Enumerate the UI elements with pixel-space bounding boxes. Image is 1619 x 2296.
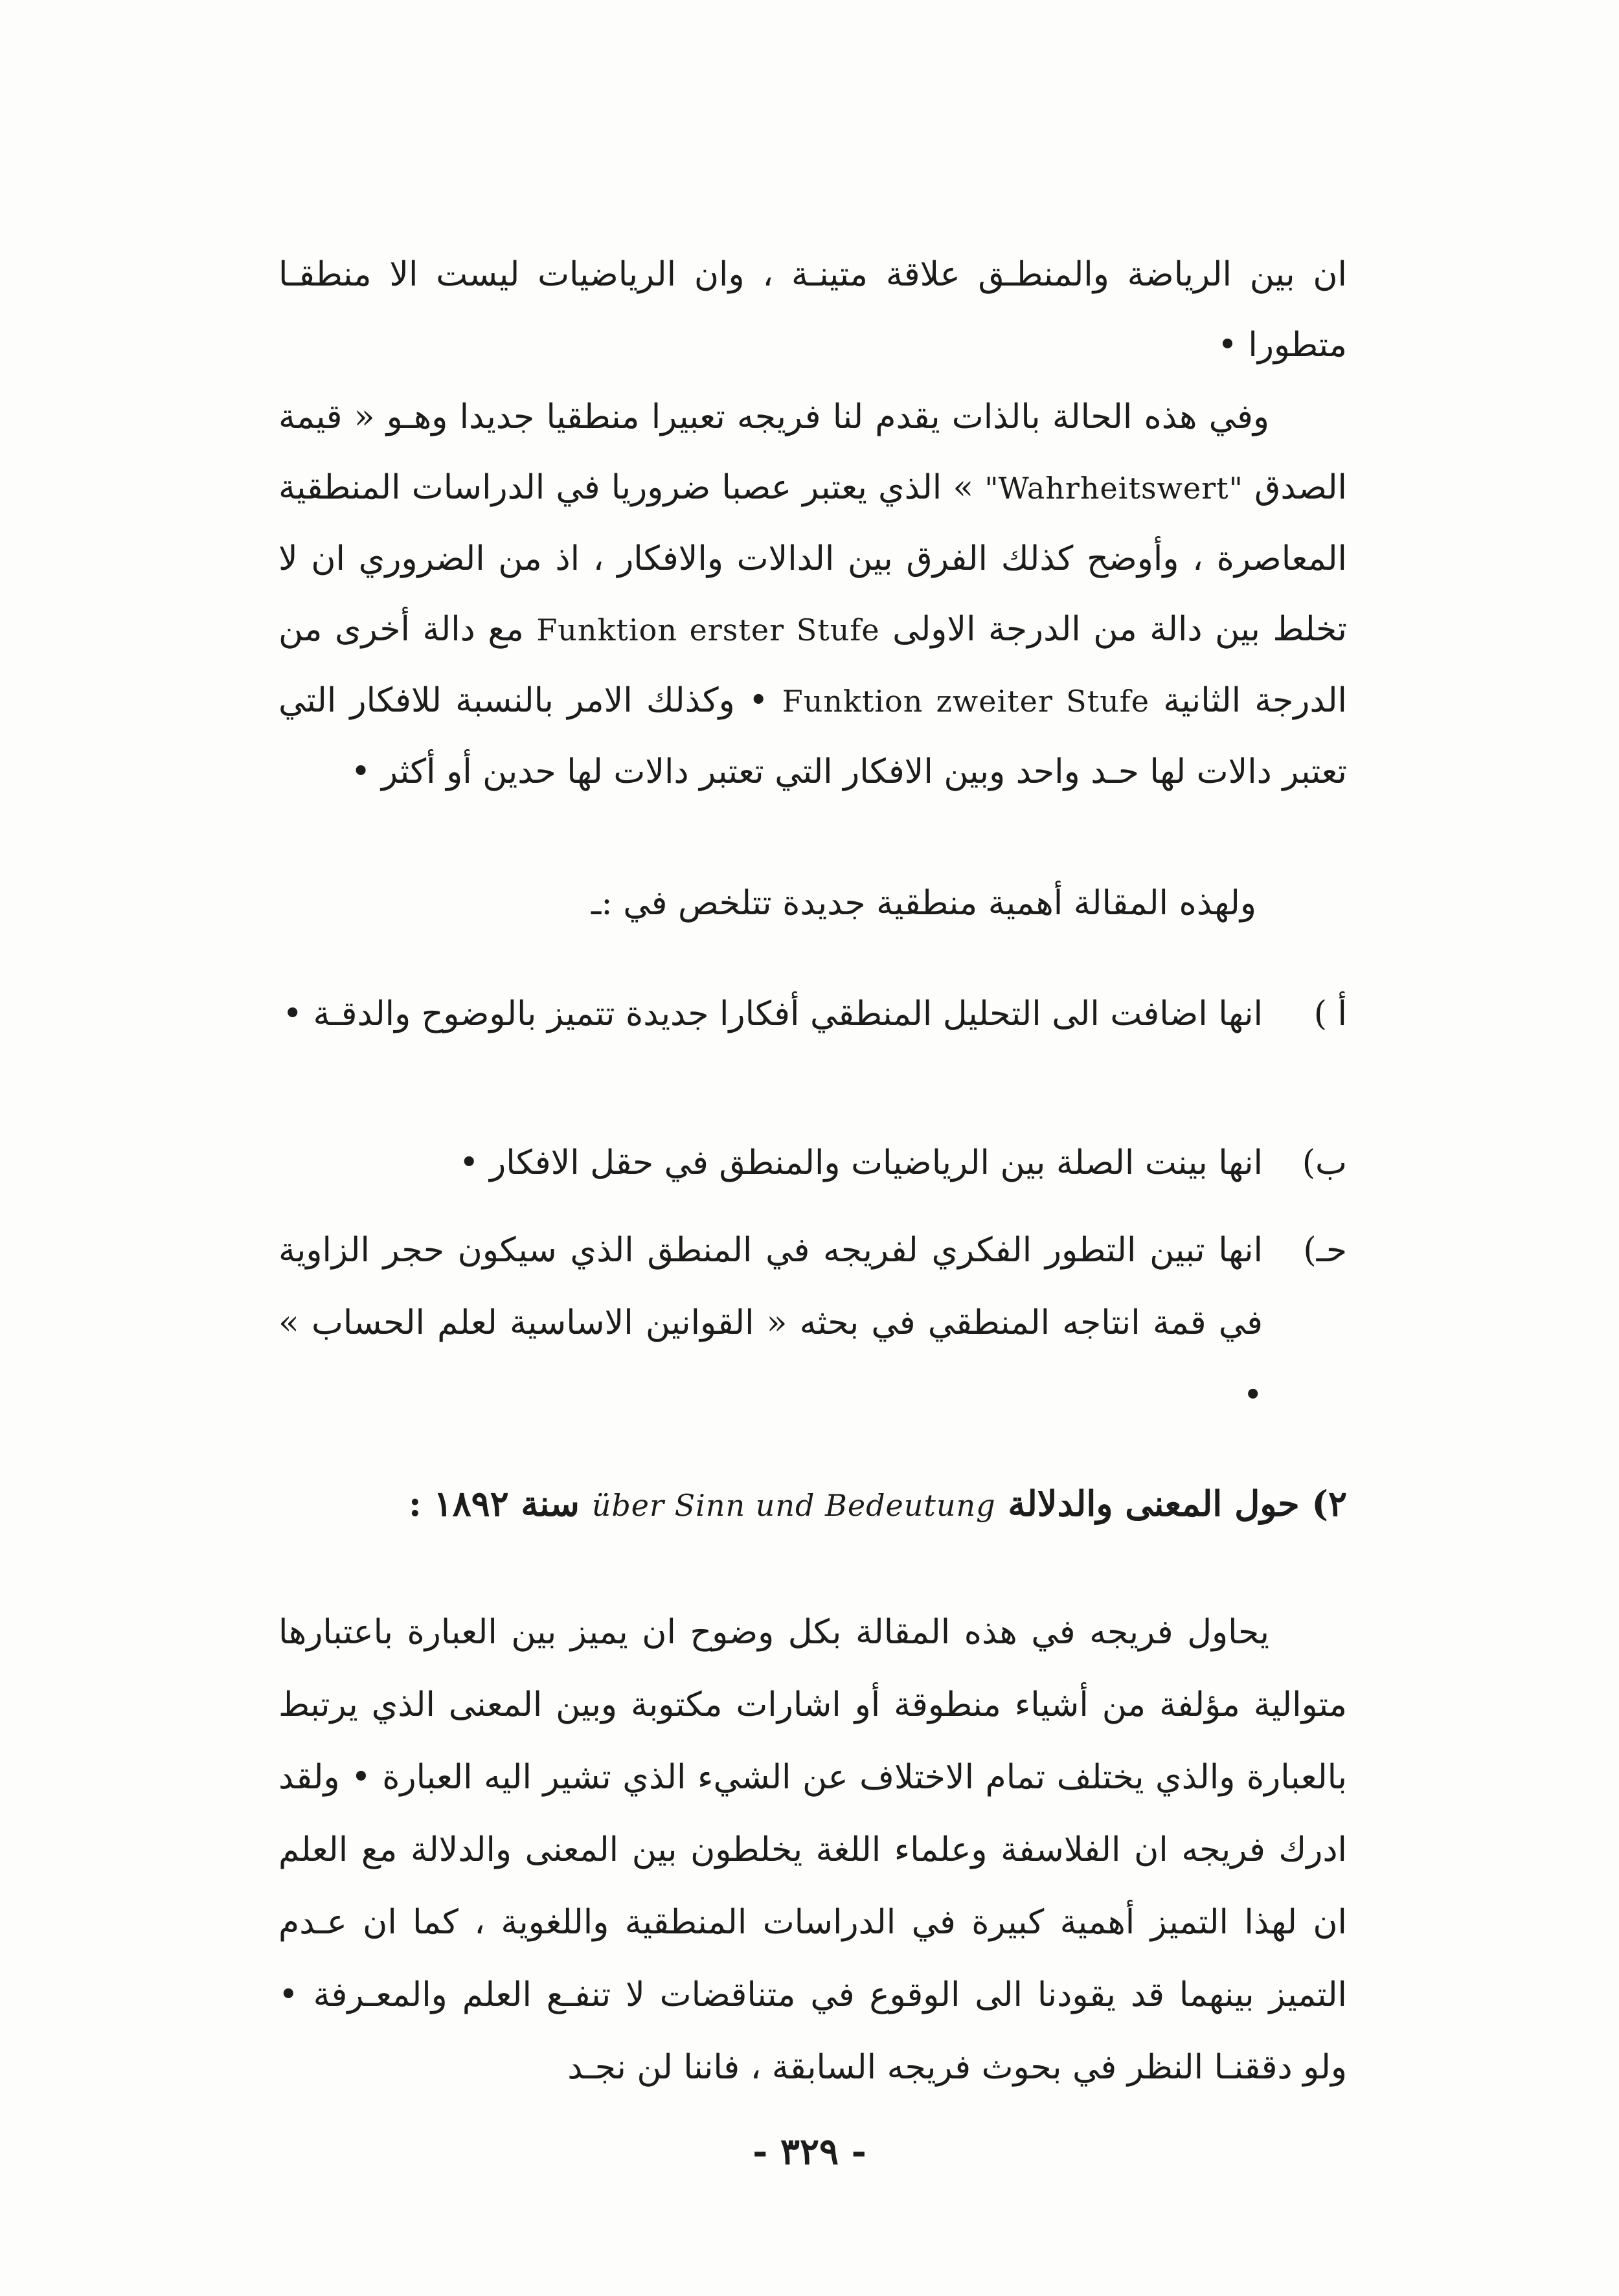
paragraph-2-part-4: • وكذلك الامر بالنسبة للافكار التي تعتبر دالات لها حـد واحد وبين الافكار التي تعتبر دالات لها حدين أو أكثر •	[278, 681, 1347, 791]
list-item-text: انها تبين التطور الفكري لفريجه في المنطق الذي سيكون حجر الزاوية في قمة انتاجه المنطقي في بحثه « القوانين الاساسية لعلم الحساب » •	[278, 1231, 1263, 1415]
heading-title: حول المعنى والدلالة	[1008, 1483, 1300, 1524]
term-funktion-zweiter-stufe: Funktion zweiter Stufe	[782, 684, 1150, 719]
paragraph-1: ان بين الرياضة والمنطـق علاقة متينـة ، وان الرياضيات ليست الا منطقـا متطورا •	[278, 255, 1347, 365]
heading-number: ٢)	[1311, 1483, 1347, 1524]
list-item-text: انها بينت الصلة بين الرياضيات والمنطق في حقل الافكار •	[459, 1143, 1263, 1182]
list-item	[278, 1214, 1347, 1432]
heading-term: über Sinn und Bedeutung	[591, 1488, 996, 1523]
paragraph-2-part-1: وفي هذه الحالة بالذات يقدم لنا فريجه تعبيرا منطقيا جديدا وهـو « قيمة الصدق	[278, 398, 1347, 507]
paragraph-2-part-2: » الذي يعتبر عصبا ضروريا في الدراسات المنطقية المعاصرة ، وأوضح كذلك الفرق بين الدالات والافكار ، اذ من الضروري ان لا تخلط بين دالة من الدرجة الاولى	[278, 468, 1347, 649]
heading-year: سنة ١٨٩٢ :	[408, 1483, 580, 1524]
list-intro: ولهذه المقالة أهمية منطقية جديدة تتلخص في :ـ	[591, 884, 1256, 923]
term-wahrheitswert: "Wahrheitswert"	[984, 471, 1243, 506]
list-item	[278, 978, 1347, 1050]
list-item-text: انها اضافت الى التحليل المنطقي أفكارا جديدة تتميز بالوضوح والدقـة •	[282, 995, 1263, 1033]
section-heading	[409, 1483, 1347, 1524]
list-item	[278, 1127, 1347, 1199]
list-item-mark: أ )	[1313, 995, 1347, 1033]
term-funktion-erster-stufe: Funktion erster Stufe	[536, 613, 880, 647]
list-item-mark: حـ)	[1303, 1231, 1347, 1270]
paragraph-3: يحاول فريجه في هذه المقالة بكل وضوح ان يميز بين العبارة باعتبارها متوالية مؤلفة من أشياء منطوقة أو اشارات مكتوبة وبين المعنى الذي يرتبط بالعبارة والذي يختلف تمام الاختلاف عن الشيء الذي تشير اليه العبارة • ولقد ادرك فريجه ان الفلاسفة وعلماء اللغة يخلطون بين المعنى والدلالة مع العلم ان لهذا التميز أهمية كبيرة في الدراسات المنطقية واللغوية ، كما ان عـدم التميز بينهما قد يقودنا الى الوقوع في متناقضات لا تنفـع العلم والمعـرفة • ولو دققنـا النظر في بحوث فريجه السابقة ، فاننا لن نجـد	[278, 1613, 1347, 2087]
paragraph-2-part-3: مع دالة أخرى من الدرجة الثانية	[278, 610, 1347, 720]
list-item-mark: ب)	[1302, 1143, 1347, 1182]
paragraph-2	[278, 382, 1347, 807]
page-number: - ٣٢٩ -	[753, 2130, 866, 2173]
